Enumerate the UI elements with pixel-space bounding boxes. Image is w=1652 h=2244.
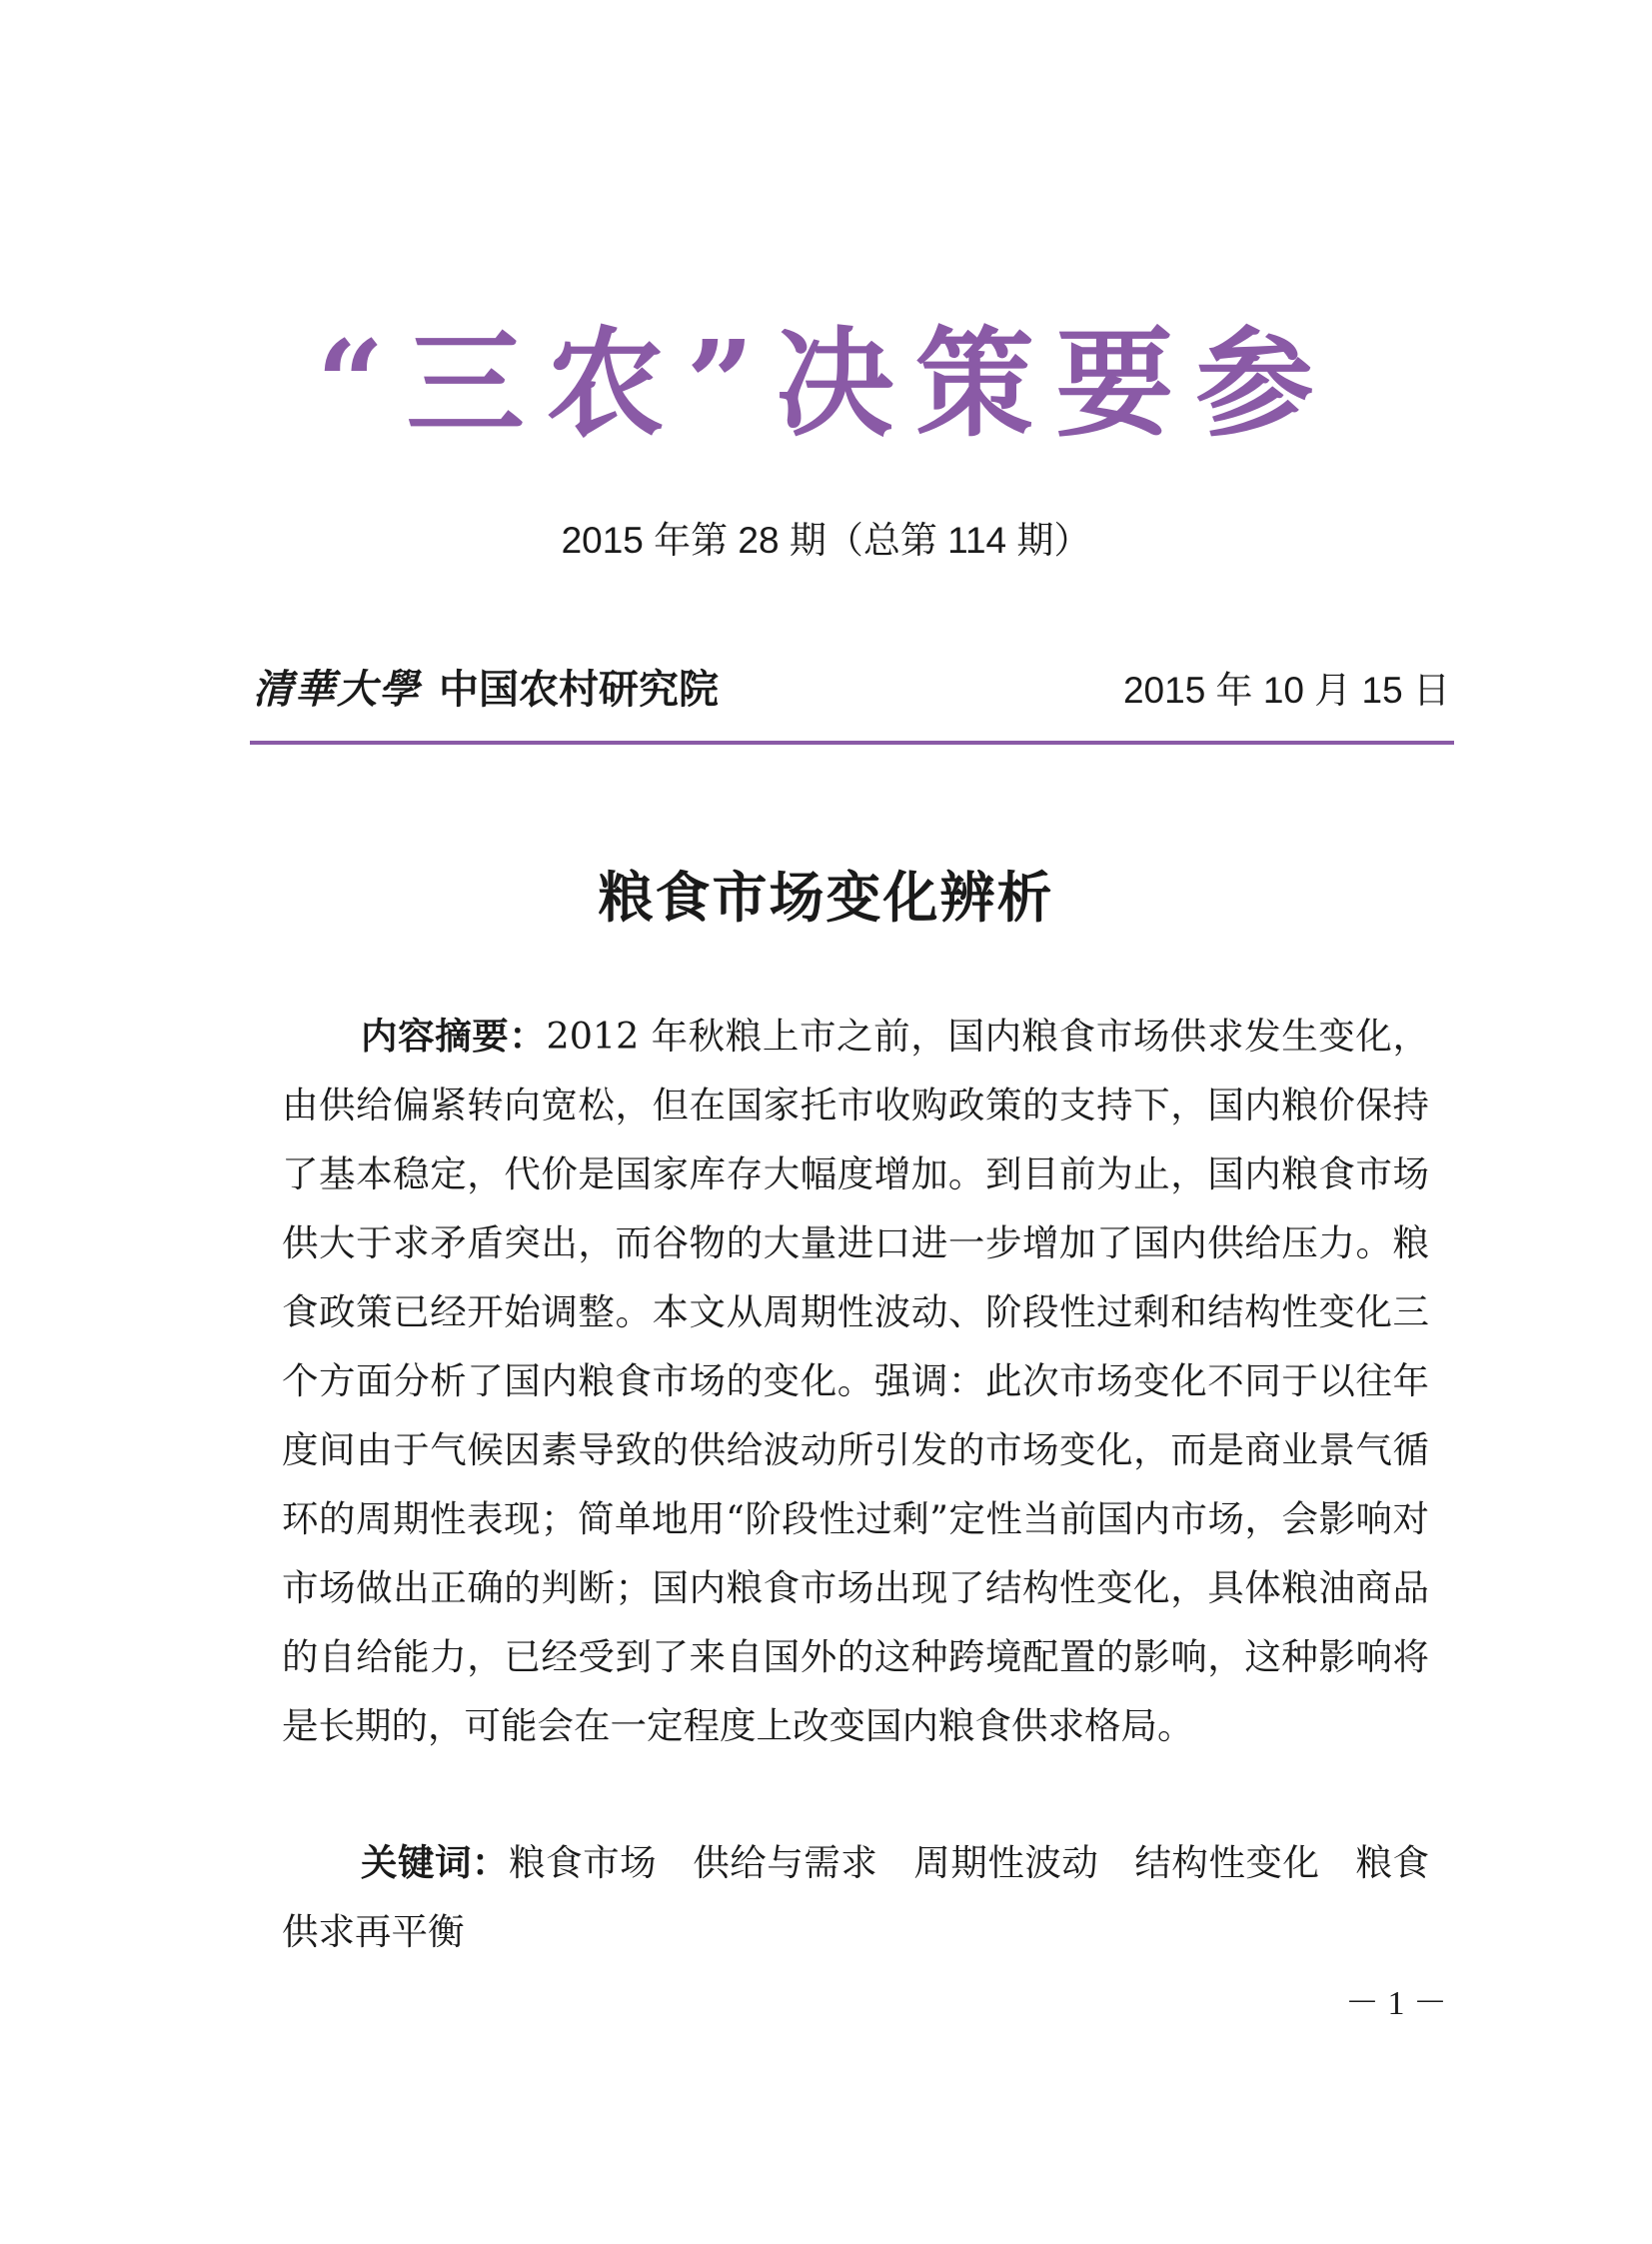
issue-number: 2015 年第 28 期（总第 114 期） <box>561 520 1091 561</box>
masthead-title: “三农”决策要参 <box>316 314 1336 453</box>
publication-date: 2015 年 10 月 15 日 <box>1122 669 1450 711</box>
abstract-paragraph <box>282 1002 1429 1760</box>
page-number: － 1 － <box>1345 1985 1447 2022</box>
header-divider <box>250 741 1454 745</box>
keyword: 粮食市场 <box>509 1841 658 1884</box>
keyword: 供给与需求 <box>693 1841 878 1884</box>
article-title: 粮食市场变化辨析 <box>598 865 1054 930</box>
abstract-text: 2012 年秋粮上市之前，国内粮食市场供求发生变化，由供给偏紧转向宽松，但在国家托市收购政策的支持下，国内粮价保持了基本稳定，代价是国家库存大幅度增加。到目前为止，国内粮食市场供大于求矛盾突出，而谷物的大量进口进一步增加了国内供给压力。粮食政策已经开始调整。本文从周期性波动、阶段性过剩和结构性变化三个方面分析了国内粮食市场的变化。强调：此次市场变化不同于以往年度间由于气候因素导致的供给波动所引发的市场变化，而是商业景气循环的周期性表现；简单地用“阶段性过剩”定性当前国内市场，会影响对市场做出正确的判断；国内粮食市场出现了结构性变化，具体粮油商品的自给能力，已经受到了来自国外的这种跨境配置的影响，这种影响将是长期的，可能会在一定程度上改变国内粮食供求格局。 <box>282 1015 1429 1747</box>
keyword: 结构性变化 <box>1134 1841 1320 1884</box>
publisher-row <box>253 662 1450 718</box>
keywords-label: 关键词： <box>361 1841 510 1884</box>
keywords-paragraph <box>282 1828 1429 1966</box>
publisher <box>253 666 719 713</box>
university-logo: 清華大學 <box>253 666 421 713</box>
keyword: 周期性波动 <box>913 1841 1099 1884</box>
keyword: 粮食供求再平衡 <box>282 1841 1430 1953</box>
abstract-label: 内容摘要： <box>361 1015 547 1058</box>
institute-name: 中国农村研究院 <box>439 666 719 713</box>
